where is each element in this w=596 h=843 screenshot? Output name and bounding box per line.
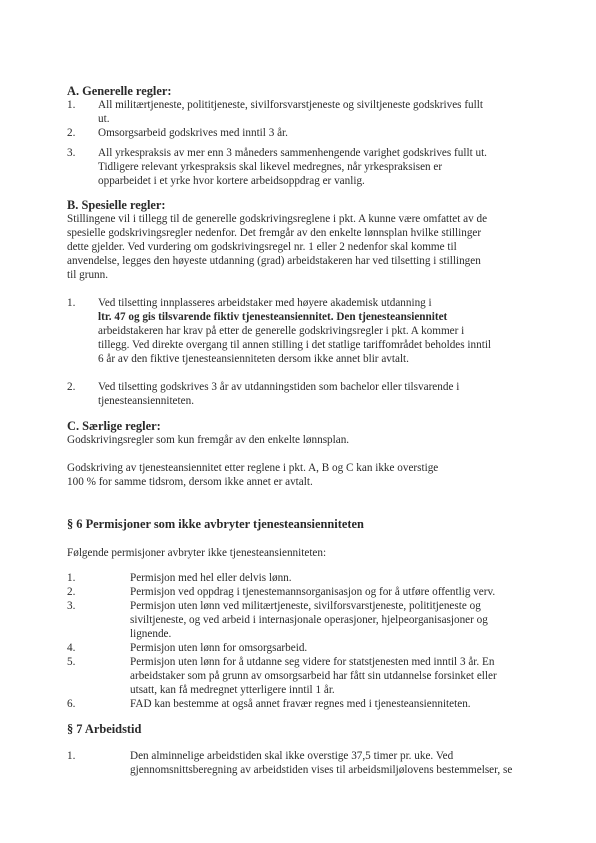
list-number: 4. xyxy=(67,642,76,654)
list-number: 1. xyxy=(67,99,76,111)
paragraph-line: Godskrivingsregler som kun fremgår av den enkelte lønnsplan. xyxy=(67,434,350,446)
list-item-text: ut. xyxy=(98,113,110,125)
list-number: 2. xyxy=(67,586,76,598)
list-item-text: gjennomsnittsberegning av arbeidstiden vises til arbeidsmiljølovens bestemmelser, se xyxy=(130,764,513,776)
list-number: 2. xyxy=(67,127,76,139)
list-item-text: siviltjeneste, og ved arbeid i internasjonale operasjoner, hjelpeorganisasjoner og xyxy=(130,614,488,626)
section-6-heading: § 6 Permisjoner som ikke avbryter tjenesteansienniteten xyxy=(67,517,364,531)
list-item-text: All yrkespraksis av mer enn 3 måneders sammenhengende varighet godskrives fullt ut. xyxy=(98,147,487,159)
list-item-text: Permisjon ved oppdrag i tjenestemannsorganisasjon og for å utføre offentlig verv. xyxy=(130,586,496,598)
list-item-text: Permisjon uten lønn ved militærtjeneste, sivilforsvarstjeneste, polititjeneste og xyxy=(130,600,481,612)
list-item-text: Permisjon uten lønn for omsorgsarbeid. xyxy=(130,642,308,654)
list-item-text: Ved tilsetting innplasseres arbeidstaker med høyere akademisk utdanning i xyxy=(98,297,432,309)
paragraph-line: spesielle godskrivingsregler nedenfor. Det fremgår av den enkelte lønnsplan hvilke stillinger xyxy=(67,227,482,239)
list-item-text: utsatt, kan få medregnet ytterligere inntil 1 år. xyxy=(130,684,335,696)
list-number: 5. xyxy=(67,656,76,668)
section-a-heading: A. Generelle regler: xyxy=(67,84,172,98)
list-item-text: Den alminnelige arbeidstiden skal ikke overstige 37,5 timer pr. uke. Ved xyxy=(130,750,454,762)
list-number: 2. xyxy=(67,381,76,393)
list-item-text: 6 år av den fiktive tjenesteansienniteten dersom ikke annet blir avtalt. xyxy=(98,353,409,365)
list-item-text: ltr. 47 og gis tilsvarende fiktiv tjenesteansiennitet. Den tjenesteansiennitet xyxy=(98,311,448,323)
list-number: 6. xyxy=(67,698,76,710)
list-number: 1. xyxy=(67,297,76,309)
list-item-text: Tidligere relevant yrkespraksis skal likevel medregnes, når yrkespraksisen er xyxy=(98,161,443,173)
list-number: 3. xyxy=(67,147,76,159)
paragraph-line: Stillingene vil i tillegg til de generelle godskrivingsreglene i pkt. A kunne være omfattet av de xyxy=(67,213,488,225)
list-item-text: lignende. xyxy=(130,628,172,640)
list-item-text: arbeidstakeren har krav på etter de generelle godskrivingsregler i pkt. A kommer i xyxy=(98,325,465,337)
list-item-text: Omsorgsarbeid godskrives med inntil 3 år. xyxy=(98,127,288,139)
list-item-text: Ved tilsetting godskrives 3 år av utdanningstiden som bachelor eller tilsvarende i xyxy=(98,381,460,393)
list-item-text: Permisjon uten lønn for å utdanne seg videre for statstjenesten med inntil 3 år. En xyxy=(130,656,495,668)
list-item-text: FAD kan bestemme at også annet fravær regnes med i tjenesteansienniteten. xyxy=(130,698,471,710)
paragraph-line: 100 % for samme tidsrom, dersom ikke annet er avtalt. xyxy=(67,476,313,488)
list-item-text: tjenesteansienniteten. xyxy=(98,395,194,407)
list-item-text: opparbeidet i et yrke hvor kortere arbeidsoppdrag er vanlig. xyxy=(98,175,365,187)
section-7-heading: § 7 Arbeidstid xyxy=(67,722,142,736)
list-item-text: tillegg. Ved direkte overgang til annen stilling i det statlige tariffområdet beholdes inntil xyxy=(98,339,492,351)
list-item-text: All militærtjeneste, polititjeneste, sivilforsvarstjeneste og siviltjeneste godskrives fullt xyxy=(98,99,483,111)
section-b-heading: B. Spesielle regler: xyxy=(67,198,166,212)
paragraph-line: Følgende permisjoner avbryter ikke tjenesteansienniteten: xyxy=(67,547,327,559)
list-item-text: Permisjon med hel eller delvis lønn. xyxy=(130,572,292,584)
list-item-text: arbeidstaker som på grunn av omsorgsarbeid har fått sin utdannelse forsinket eller xyxy=(130,670,497,682)
list-number: 3. xyxy=(67,600,76,612)
list-number: 1. xyxy=(67,572,76,584)
list-number: 1. xyxy=(67,750,76,762)
paragraph-line: dette gjelder. Ved vurdering om godskrivingsregel nr. 1 eller 2 nedenfor skal komme til xyxy=(67,241,457,253)
paragraph-line: anvendelse, legges den høyeste utdanning (grad) arbeidstakeren har ved tilsetting i stillingen xyxy=(67,255,481,267)
paragraph-line: til grunn. xyxy=(67,269,109,281)
section-c-heading: C. Særlige regler: xyxy=(67,419,161,433)
paragraph-line: Godskriving av tjenesteansiennitet etter reglene i pkt. A, B og C kan ikke overstige xyxy=(67,462,439,474)
